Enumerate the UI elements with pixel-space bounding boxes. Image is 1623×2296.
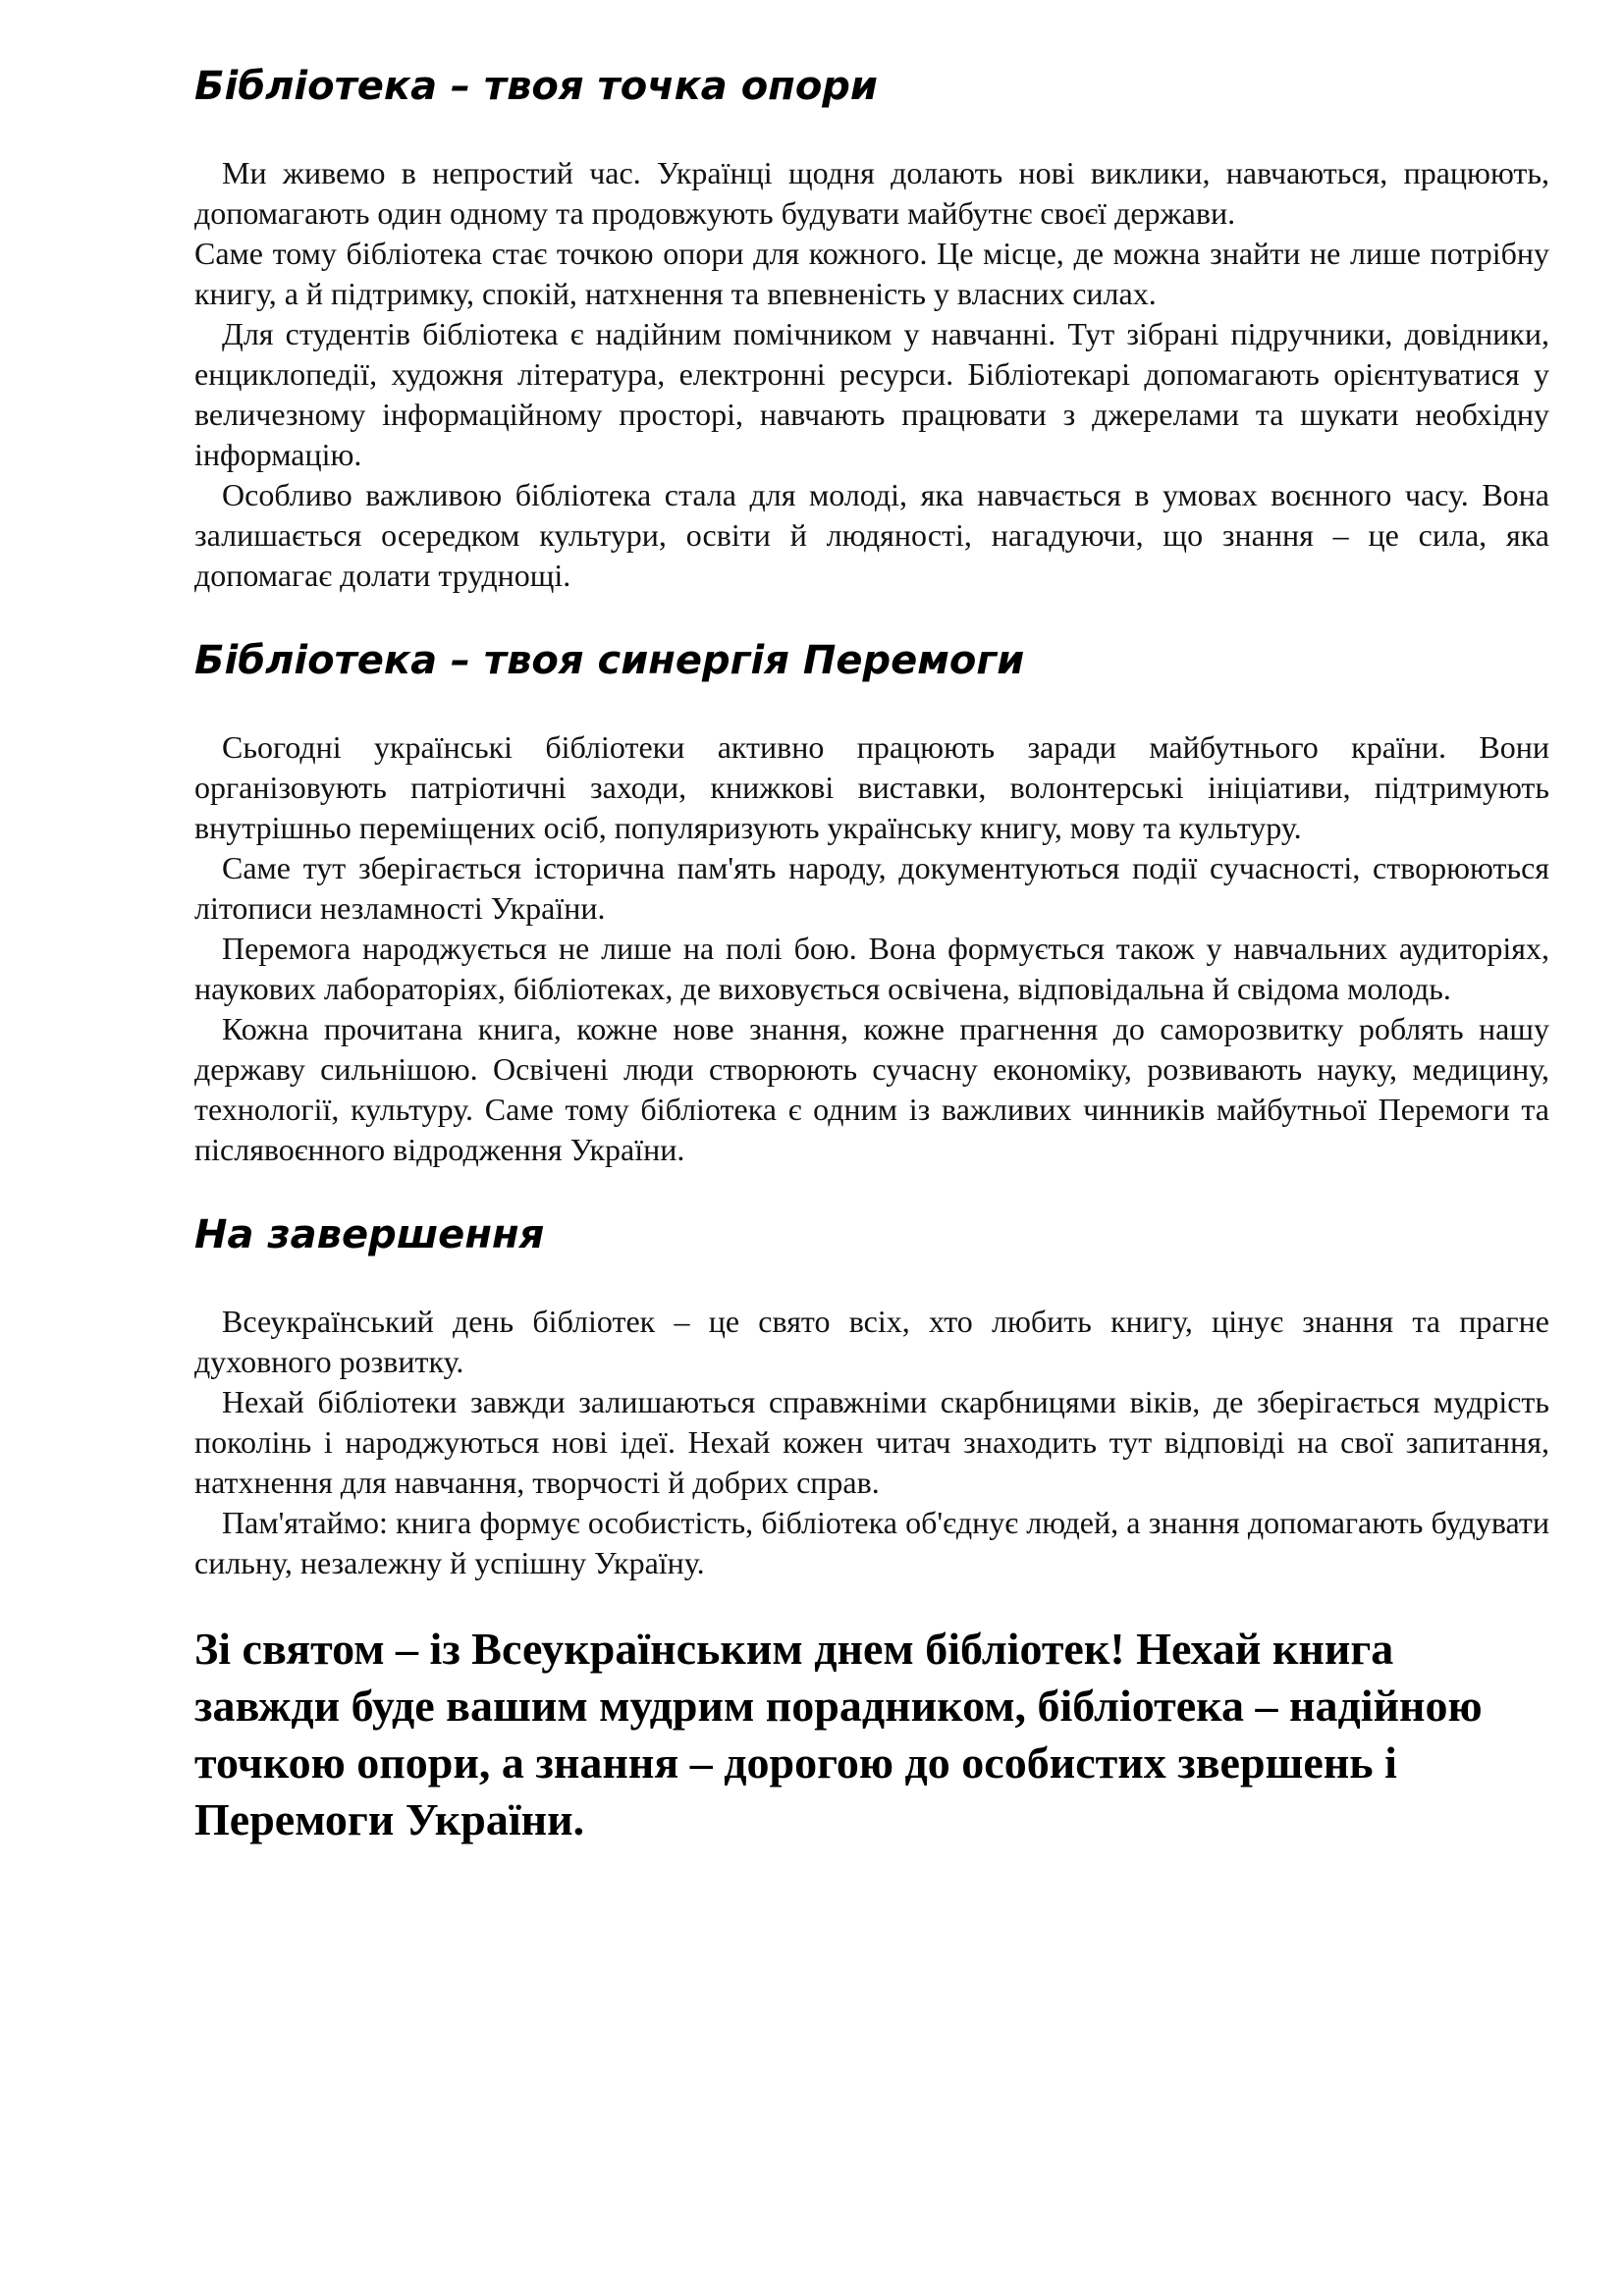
paragraph: Нехай бібліотеки завжди залишаються справжніми скарбницями віків, де зберігається мудрість поколінь і народжуються нові ідеї. Нехай кожен читач знаходить тут відповіді на свої запитання, натхнення для навчання, творчості й добрих справ. — [194, 1384, 1549, 1500]
section-support — [194, 59, 1549, 596]
section-heading: На завершення — [194, 1212, 545, 1257]
paragraph: Сьогодні українські бібліотеки активно працюють заради майбутнього країни. Вони організовують патріотичні заходи, книжкові виставки, волонтерські ініціативи, підтримують внутрішньо переміщених осіб, популяризують українську книгу, мову та культуру. — [194, 729, 1549, 845]
section-synergy — [194, 633, 1549, 1170]
paragraph: Особливо важливою бібліотека стала для молоді, яка навчається в умовах воєнного часу. Вона залишається осередком культури, освіти й людяності, нагадуючи, що знання – це сила, яка допомагає долати труднощі. — [194, 477, 1549, 593]
section-heading: Бібліотека – твоя синергія Перемоги — [194, 638, 1025, 683]
paragraph: Саме тому бібліотека стає точкою опори для кожного. Це місце, де можна знайти не лише потрібну книгу, а й підтримку, спокій, натхнення та впевненість у власних силах. — [194, 236, 1549, 311]
paragraph: Для студентів бібліотека є надійним помічником у навчанні. Тут зібрані підручники, довідники, енциклопедії, художня література, електронні ресурси. Бібліотекарі допомагають орієнтуватися у величезному інформаційному просторі, навчають працювати з джерелами та шукати необхідну інформацію. — [194, 316, 1549, 472]
paragraph: Ми живемо в непростий час. Українці щодня долають нові виклики, навчаються, працюють, допомагають один одному та продовжують будувати майбутнє своєї держави. — [194, 155, 1549, 231]
closing-greeting: Зі святом – із Всеукраїнським днем бібліотек! Нехай книга завжди буде вашим мудрим порадником, бібліотека – надійною точкою опори, а знання – дорогою до особистих звершень і Перемоги України. — [194, 1624, 1483, 1844]
document-page — [194, 59, 1549, 1848]
paragraph: Саме тут зберігається історична пам'ять народу, документуються події сучасності, створюються літописи незламності України. — [194, 850, 1549, 926]
paragraph: Пам'ятаймо: книга формує особистість, бібліотека об'єднує людей, а знання допомагають будувати сильну, незалежну й успішну Україну. — [194, 1505, 1549, 1580]
paragraph: Перемога народжується не лише на полі бою. Вона формується також у навчальних аудиторіях, наукових лабораторіях, бібліотеках, де виховується освічена, відповідальна й свідома молодь. — [194, 931, 1549, 1006]
paragraph: Кожна прочитана книга, кожне нове знання, кожне прагнення до саморозвитку роблять нашу державу сильнішою. Освічені люди створюють сучасну економіку, розвивають науку, медицину, технології, культуру. Саме тому бібліотека є одним із важливих чинників майбутньої Перемоги та післявоєнного відродження України. — [194, 1011, 1549, 1167]
paragraph: Всеукраїнський день бібліотек – це свято всіх, хто любить книгу, цінує знання та прагне духовного розвитку. — [194, 1304, 1549, 1379]
section-conclusion — [194, 1207, 1549, 1583]
section-heading: Бібліотека – твоя точка опори — [194, 64, 878, 109]
